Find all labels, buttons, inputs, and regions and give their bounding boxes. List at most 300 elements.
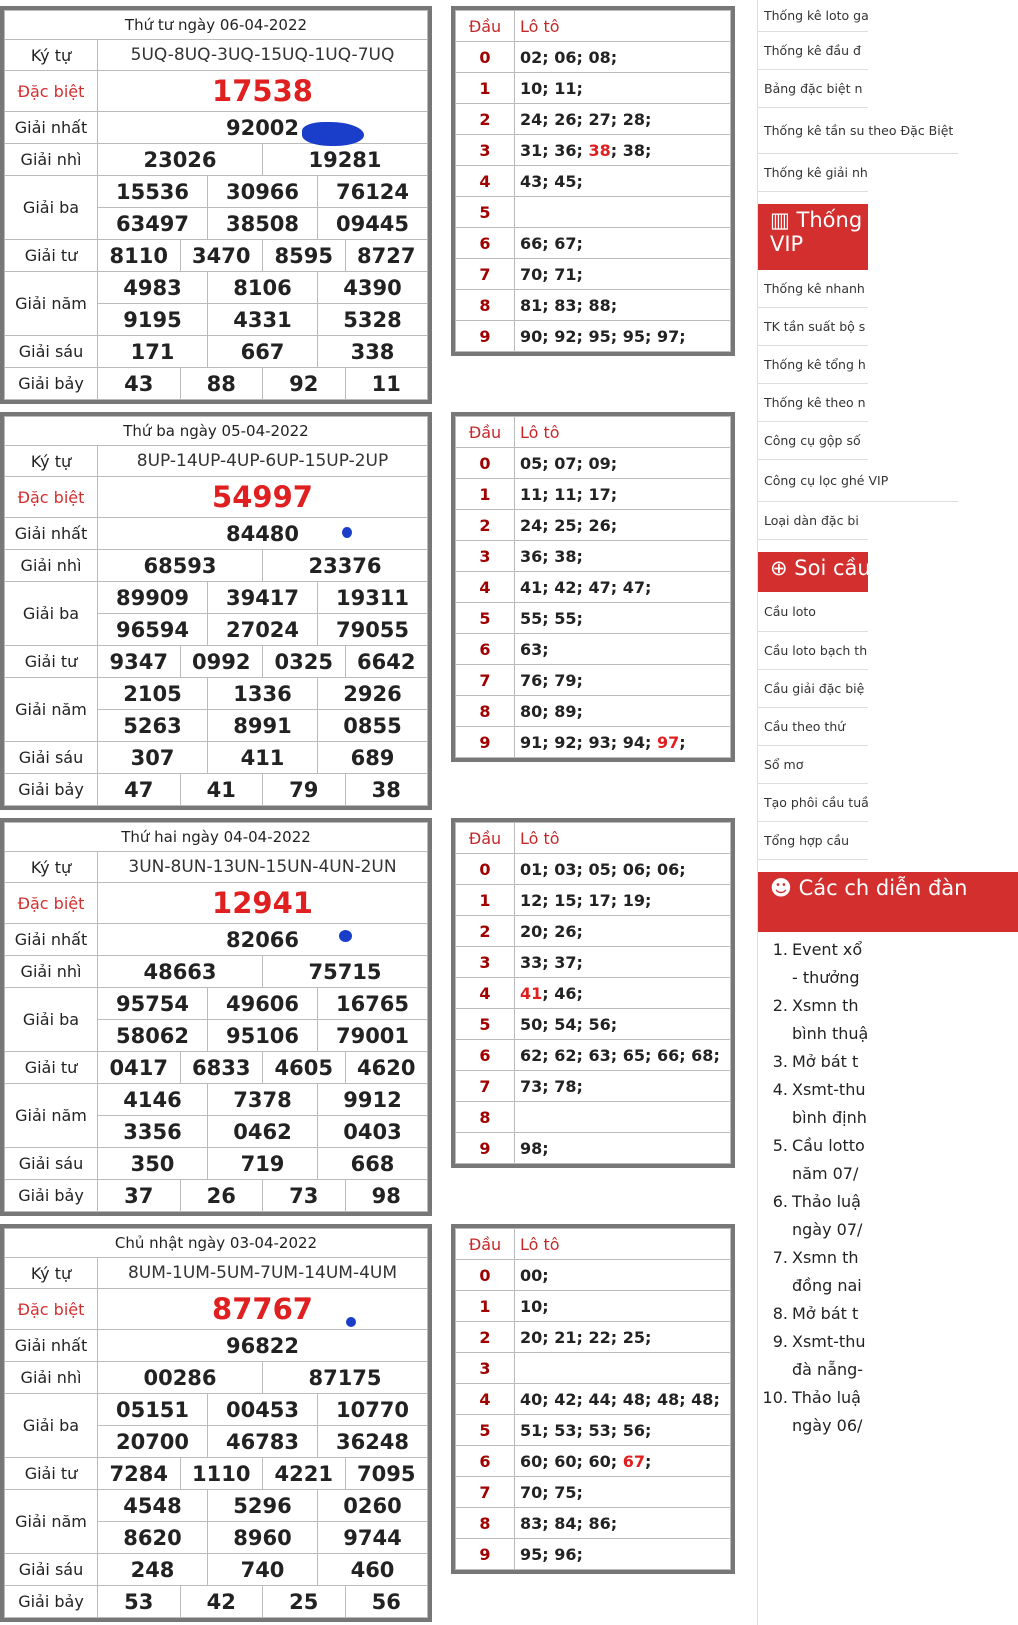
topic-number: 10. — [762, 1388, 788, 1407]
loto-values — [515, 290, 731, 321]
third-prize-value: 00453 — [208, 1394, 318, 1426]
first-prize-value: 84480 — [98, 518, 428, 550]
third-prize-value: 36248 — [318, 1426, 428, 1458]
dau-value: 7 — [456, 1477, 515, 1508]
sidebar-link[interactable]: Thống kê theo n — [758, 384, 868, 422]
loto-values — [515, 1260, 731, 1291]
sidebar-link[interactable]: Loại dàn đặc bi — [758, 502, 868, 540]
sixth-prize-value: 667 — [208, 336, 318, 368]
loto-values — [515, 885, 731, 916]
loto-numbers: 60; 60; 60; — [520, 1451, 623, 1471]
loto-highlight: 38 — [588, 140, 611, 160]
forum-topic[interactable] — [758, 1048, 868, 1076]
prize-label: Ký tự — [5, 852, 98, 883]
seventh-prize-value: 26 — [180, 1180, 263, 1212]
dau-value: 7 — [456, 665, 515, 696]
prize-label: Giải năm — [5, 272, 98, 336]
vip-title: Thống VIP — [770, 208, 863, 256]
dau-value: 1 — [456, 73, 515, 104]
dau-value: 0 — [456, 1260, 515, 1291]
dau-value: 8 — [456, 1102, 515, 1133]
topic-number: 7. — [772, 1248, 788, 1267]
loto-numbers: 05; 07; 09; — [520, 453, 618, 473]
loto-values — [515, 228, 731, 259]
seventh-prize-value: 47 — [98, 774, 181, 806]
loto-numbers: 20; 21; 22; 25; — [520, 1327, 652, 1347]
loto-numbers: 81; 83; 88; — [520, 295, 618, 315]
dau-value: 2 — [456, 916, 515, 947]
prize-label: Giải nhì — [5, 956, 98, 988]
fourth-prize-value: 4620 — [345, 1052, 428, 1084]
code-value: 5UQ-8UQ-3UQ-15UQ-1UQ-7UQ — [98, 40, 428, 71]
topic-title: Mở bát t — [792, 1052, 859, 1071]
topic-title: Event xổ — [792, 940, 863, 959]
sidebar — [757, 0, 968, 1625]
dau-value: 8 — [456, 696, 515, 727]
sidebar-link[interactable]: Bảng đặc biệt n — [758, 70, 868, 108]
dau-value: 3 — [456, 135, 515, 166]
fifth-prize-value: 4548 — [98, 1490, 208, 1522]
prize-label: Giải nhất — [5, 1330, 98, 1362]
fifth-prize-value: 4983 — [98, 272, 208, 304]
prize-label: Ký tự — [5, 1258, 98, 1289]
loto-numbers: 02; 06; 08; — [520, 47, 618, 67]
third-prize-value: 38508 — [208, 208, 318, 240]
loto-numbers: 76; 79; — [520, 670, 583, 690]
third-prize-value: 27024 — [208, 614, 318, 646]
fourth-prize-value: 9347 — [98, 646, 181, 678]
loto-numbers: 40; 42; 44; 48; 48; 48; — [520, 1389, 720, 1409]
topic-title: Xsmt-thu — [792, 1332, 866, 1351]
fifth-prize-value: 4146 — [98, 1084, 208, 1116]
loto-values — [515, 1384, 731, 1415]
loto-row — [456, 1353, 731, 1384]
second-prize-value: 23376 — [263, 550, 428, 582]
second-prize-value: 48663 — [98, 956, 263, 988]
sidebar-link[interactable]: Sổ mơ — [758, 746, 868, 784]
draw-date: Thứ tư ngày 06-04-2022 — [5, 11, 428, 40]
topic-subtitle: đồng nai — [792, 1276, 862, 1295]
blue-dot — [339, 930, 352, 942]
fourth-prize-value: 7284 — [98, 1458, 181, 1490]
fifth-prize-value: 5328 — [318, 304, 428, 336]
loto-values — [515, 73, 731, 104]
loto-row — [456, 42, 731, 73]
topic-number: 2. — [772, 996, 788, 1015]
third-prize-value: 46783 — [208, 1426, 318, 1458]
fourth-prize-value: 1110 — [180, 1458, 263, 1490]
prize-label: Giải bảy — [5, 1180, 98, 1212]
loto-numbers: 33; 37; — [520, 952, 583, 972]
seventh-prize-value: 56 — [345, 1586, 428, 1618]
loto-values — [515, 665, 731, 696]
loto-row — [456, 947, 731, 978]
loto-numbers: 10; 11; — [520, 78, 583, 98]
prize-label: Ký tự — [5, 446, 98, 477]
first-prize-value: 82066 — [98, 924, 428, 956]
seventh-prize-value: 79 — [263, 774, 346, 806]
loto-table — [451, 412, 735, 762]
prize-label: Đặc biệt — [5, 1289, 98, 1330]
loto-row — [456, 104, 731, 135]
second-prize-value: 19281 — [263, 144, 428, 176]
third-prize-value: 09445 — [318, 208, 428, 240]
loto-numbers: 62; 62; 63; 65; 66; 68; — [520, 1045, 720, 1065]
loto-row — [456, 479, 731, 510]
sixth-prize-value: 740 — [208, 1554, 318, 1586]
seventh-prize-value: 38 — [345, 774, 428, 806]
seventh-prize-value: 98 — [345, 1180, 428, 1212]
forum-topic[interactable] — [758, 1328, 868, 1384]
third-prize-value: 76124 — [318, 176, 428, 208]
topic-number: 9. — [772, 1332, 788, 1351]
prize-label: Giải nhất — [5, 112, 98, 144]
soi-cau-header — [758, 552, 871, 592]
sixth-prize-value: 307 — [98, 742, 208, 774]
prize-label: Giải sáu — [5, 1148, 98, 1180]
prize-label: Giải nhất — [5, 518, 98, 550]
third-prize-value: 96594 — [98, 614, 208, 646]
first-prize-value: 92002 — [98, 112, 428, 144]
topic-title: Thảo luậ — [792, 1388, 861, 1407]
loto-row — [456, 572, 731, 603]
loto-numbers: 10; — [520, 1296, 549, 1316]
loto-values — [515, 197, 731, 228]
loto-row — [456, 1071, 731, 1102]
dau-value: 7 — [456, 259, 515, 290]
prize-label: Giải tư — [5, 646, 98, 678]
sidebar-link[interactable]: Công cụ gộp số — [758, 422, 868, 460]
first-prize-value: 96822 — [98, 1330, 428, 1362]
dau-value: 3 — [456, 1353, 515, 1384]
third-prize-value: 95754 — [98, 988, 208, 1020]
sidebar-link[interactable]: Thống kê tổng h — [758, 346, 868, 384]
code-value: 3UN-8UN-13UN-15UN-4UN-2UN — [98, 852, 428, 883]
loto-values — [515, 727, 731, 758]
loto-numbers-after: ; 46; — [542, 983, 583, 1003]
forum-topic[interactable] — [758, 1076, 868, 1132]
dau-header: Đầu — [456, 11, 515, 42]
forum-topic[interactable] — [758, 1188, 868, 1244]
sidebar-link[interactable]: Cầu loto — [758, 592, 868, 632]
loto-row — [456, 1260, 731, 1291]
code-value: 8UM-1UM-5UM-7UM-14UM-4UM — [98, 1258, 428, 1289]
sidebar-link[interactable]: Cầu theo thứ — [758, 708, 868, 746]
loto-numbers: 66; 67; — [520, 233, 583, 253]
topic-subtitle: ngày 06/ — [792, 1416, 863, 1435]
fifth-prize-value: 0403 — [318, 1116, 428, 1148]
sidebar-link[interactable]: Thống kê giải nh — [758, 154, 868, 192]
dau-header: Đầu — [456, 1229, 515, 1260]
dau-value: 6 — [456, 228, 515, 259]
dau-value: 1 — [456, 1291, 515, 1322]
sidebar-link[interactable]: Công cụ lọc ghé VIP — [758, 460, 958, 502]
loto-table — [451, 6, 735, 356]
forum-topic[interactable] — [758, 1244, 868, 1300]
third-prize-value: 15536 — [98, 176, 208, 208]
loto-row — [456, 1291, 731, 1322]
loto-values — [515, 1133, 731, 1164]
dau-value: 2 — [456, 104, 515, 135]
third-prize-value: 30966 — [208, 176, 318, 208]
loto-values — [515, 510, 731, 541]
loto-values — [515, 603, 731, 634]
forum-topic[interactable] — [758, 936, 868, 992]
sixth-prize-value: 668 — [318, 1148, 428, 1180]
loto-values — [515, 42, 731, 73]
dau-value: 2 — [456, 510, 515, 541]
seventh-prize-value: 53 — [98, 1586, 181, 1618]
prize-label: Giải ba — [5, 988, 98, 1052]
loto-values — [515, 1291, 731, 1322]
loto-numbers: 24; 25; 26; — [520, 515, 618, 535]
topic-title: Mở bát t — [792, 1304, 859, 1323]
draw-date: Thứ hai ngày 04-04-2022 — [5, 823, 428, 852]
loto-table — [451, 818, 735, 1168]
loto-values — [515, 1353, 731, 1384]
loto-numbers: 00; — [520, 1265, 549, 1285]
loto-header: Lô tô — [515, 417, 731, 448]
prize-label: Giải ba — [5, 176, 98, 240]
loto-values — [515, 1477, 731, 1508]
prize-label: Giải ba — [5, 1394, 98, 1458]
sidebar-link[interactable]: Cầu loto bạch th — [758, 632, 868, 670]
seventh-prize-value: 73 — [263, 1180, 346, 1212]
loto-row — [456, 1009, 731, 1040]
third-prize-value: 79055 — [318, 614, 428, 646]
dau-value: 4 — [456, 166, 515, 197]
fifth-prize-value: 8960 — [208, 1522, 318, 1554]
forum-topic[interactable] — [758, 1132, 868, 1188]
third-prize-value: 05151 — [98, 1394, 208, 1426]
loto-row — [456, 854, 731, 885]
seventh-prize-value: 88 — [180, 368, 263, 400]
fifth-prize-value: 2105 — [98, 678, 208, 710]
loto-values — [515, 1539, 731, 1570]
loto-values — [515, 135, 731, 166]
sidebar-link[interactable]: Thống kê nhanh — [758, 270, 868, 308]
forum-topic[interactable] — [758, 1384, 868, 1440]
loto-numbers: 90; 92; 95; 95; 97; — [520, 326, 686, 346]
loto-numbers: 80; 89; — [520, 701, 583, 721]
dau-value: 5 — [456, 1415, 515, 1446]
topic-title: Thảo luậ — [792, 1192, 861, 1211]
third-prize-value: 20700 — [98, 1426, 208, 1458]
fourth-prize-value: 7095 — [345, 1458, 428, 1490]
loto-numbers: 95; 96; — [520, 1544, 583, 1564]
dau-value: 0 — [456, 448, 515, 479]
topic-title: Cầu lotto — [792, 1136, 865, 1155]
forum-topic[interactable] — [758, 992, 868, 1048]
fifth-prize-value: 9195 — [98, 304, 208, 336]
loto-row — [456, 541, 731, 572]
topic-number: 1. — [772, 940, 788, 959]
sixth-prize-value: 460 — [318, 1554, 428, 1586]
fifth-prize-value: 8620 — [98, 1522, 208, 1554]
dau-value: 6 — [456, 634, 515, 665]
prize-label: Giải năm — [5, 678, 98, 742]
second-prize-value: 00286 — [98, 1362, 263, 1394]
loto-row — [456, 1415, 731, 1446]
blue-scribble — [302, 122, 364, 146]
sidebar-link[interactable]: TK tần suất bộ s — [758, 308, 868, 346]
sidebar-link[interactable]: Tạo phôi cầu tuầ — [758, 784, 868, 822]
fifth-prize-value: 3356 — [98, 1116, 208, 1148]
dau-value: 3 — [456, 541, 515, 572]
loto-values — [515, 916, 731, 947]
prize-label: Giải bảy — [5, 1586, 98, 1618]
second-prize-value: 75715 — [263, 956, 428, 988]
bar-chart-icon: ▥ — [770, 208, 790, 232]
prize-label: Giải nhất — [5, 924, 98, 956]
sixth-prize-value: 171 — [98, 336, 208, 368]
sixth-prize-value: 338 — [318, 336, 428, 368]
loto-row — [456, 978, 731, 1009]
dau-value: 1 — [456, 479, 515, 510]
sidebar-link[interactable]: Thống kê đầu đ — [758, 32, 868, 70]
loto-values — [515, 541, 731, 572]
results-table — [0, 6, 432, 404]
topic-title: Xsmt-thu — [792, 1080, 866, 1099]
loto-numbers: 70; 75; — [520, 1482, 583, 1502]
loto-numbers: 63; — [520, 639, 549, 659]
loto-numbers: 24; 26; 27; 28; — [520, 109, 652, 129]
prize-label: Giải sáu — [5, 336, 98, 368]
dau-value: 4 — [456, 1384, 515, 1415]
prize-label: Đặc biệt — [5, 71, 98, 112]
soi-title: Soi cầu — [794, 556, 871, 580]
third-prize-value: 19311 — [318, 582, 428, 614]
loto-row — [456, 1102, 731, 1133]
third-prize-value: 95106 — [208, 1020, 318, 1052]
sidebar-link[interactable]: Thống kê tần su theo Đặc Biệt — [758, 108, 958, 154]
loto-values — [515, 1040, 731, 1071]
topic-number: 6. — [772, 1192, 788, 1211]
fourth-prize-value: 3470 — [180, 240, 263, 272]
fourth-prize-value: 0992 — [180, 646, 263, 678]
loto-row — [456, 665, 731, 696]
special-prize-value: 17538 — [98, 71, 428, 112]
loto-row — [456, 197, 731, 228]
loto-row — [456, 1446, 731, 1477]
vip-stats-header — [758, 204, 868, 270]
loto-row — [456, 448, 731, 479]
fifth-prize-value: 5296 — [208, 1490, 318, 1522]
fifth-prize-value: 7378 — [208, 1084, 318, 1116]
forum-title: Các ch diễn đàn — [798, 876, 968, 900]
prize-label: Giải năm — [5, 1490, 98, 1554]
loto-values — [515, 1009, 731, 1040]
results-table — [0, 412, 432, 810]
prize-label: Giải bảy — [5, 774, 98, 806]
special-prize-value: 54997 — [98, 477, 428, 518]
fourth-prize-value: 4605 — [263, 1052, 346, 1084]
prize-label: Giải sáu — [5, 742, 98, 774]
blue-dot — [342, 527, 352, 538]
loto-row — [456, 603, 731, 634]
topic-subtitle: bình định — [792, 1108, 867, 1127]
loto-numbers: 83; 84; 86; — [520, 1513, 618, 1533]
loto-numbers: 43; 45; — [520, 171, 583, 191]
dau-header: Đầu — [456, 417, 515, 448]
loto-values — [515, 1102, 731, 1133]
prize-label: Giải nhì — [5, 550, 98, 582]
dau-value: 1 — [456, 885, 515, 916]
dau-value: 6 — [456, 1040, 515, 1071]
fifth-prize-value: 5263 — [98, 710, 208, 742]
loto-numbers: 98; — [520, 1138, 549, 1158]
loto-numbers-after: ; 38; — [610, 140, 652, 160]
sixth-prize-value: 689 — [318, 742, 428, 774]
dau-value: 9 — [456, 1133, 515, 1164]
loto-values — [515, 854, 731, 885]
loto-values — [515, 448, 731, 479]
loto-values — [515, 947, 731, 978]
prize-label: Giải tư — [5, 1052, 98, 1084]
loto-row — [456, 885, 731, 916]
topic-subtitle: năm 07/ — [792, 1164, 859, 1183]
fourth-prize-value: 8595 — [263, 240, 346, 272]
loto-numbers: 31; 36; — [520, 140, 589, 160]
loto-numbers: 70; 71; — [520, 264, 583, 284]
loto-values — [515, 1508, 731, 1539]
dau-value: 2 — [456, 1322, 515, 1353]
loto-numbers: 12; 15; 17; 19; — [520, 890, 652, 910]
fifth-prize-value: 0855 — [318, 710, 428, 742]
topic-title: Xsmn th — [792, 996, 859, 1015]
code-value: 8UP-14UP-4UP-6UP-15UP-2UP — [98, 446, 428, 477]
topic-subtitle: - thưởng — [792, 968, 860, 987]
loto-numbers: 41; 42; 47; 47; — [520, 577, 652, 597]
loto-row — [456, 166, 731, 197]
loto-highlight: 67 — [622, 1451, 645, 1471]
loto-row — [456, 1508, 731, 1539]
loto-values — [515, 479, 731, 510]
results-table — [0, 1224, 432, 1622]
third-prize-value: 79001 — [318, 1020, 428, 1052]
loto-values — [515, 1322, 731, 1353]
third-prize-value: 39417 — [208, 582, 318, 614]
prize-label: Đặc biệt — [5, 477, 98, 518]
prize-label: Giải tư — [5, 1458, 98, 1490]
sidebar-link[interactable]: Thống kê loto ga — [758, 0, 868, 32]
dau-value: 5 — [456, 603, 515, 634]
topic-number: 8. — [772, 1304, 788, 1323]
topic-number: 4. — [772, 1080, 788, 1099]
loto-numbers-after: ; — [644, 1451, 652, 1471]
loto-row — [456, 1539, 731, 1570]
third-prize-value: 58062 — [98, 1020, 208, 1052]
fifth-prize-value: 0462 — [208, 1116, 318, 1148]
loto-row — [456, 1133, 731, 1164]
dau-value: 4 — [456, 978, 515, 1009]
forum-topic[interactable] — [758, 1300, 868, 1328]
topic-subtitle: bình thuậ — [792, 1024, 869, 1043]
dau-value: 8 — [456, 1508, 515, 1539]
fourth-prize-value: 4221 — [263, 1458, 346, 1490]
dau-value: 6 — [456, 1446, 515, 1477]
fifth-prize-value: 9912 — [318, 1084, 428, 1116]
sidebar-link[interactable]: Tổng hợp cầu — [758, 822, 868, 860]
third-prize-value: 63497 — [98, 208, 208, 240]
loto-values — [515, 696, 731, 727]
prize-label: Giải bảy — [5, 368, 98, 400]
loto-numbers: 91; 92; 93; 94; — [520, 732, 657, 752]
loto-header: Lô tô — [515, 11, 731, 42]
sidebar-link[interactable]: Cầu giải đặc biệ — [758, 670, 868, 708]
prize-label: Giải nhì — [5, 144, 98, 176]
loto-row — [456, 916, 731, 947]
